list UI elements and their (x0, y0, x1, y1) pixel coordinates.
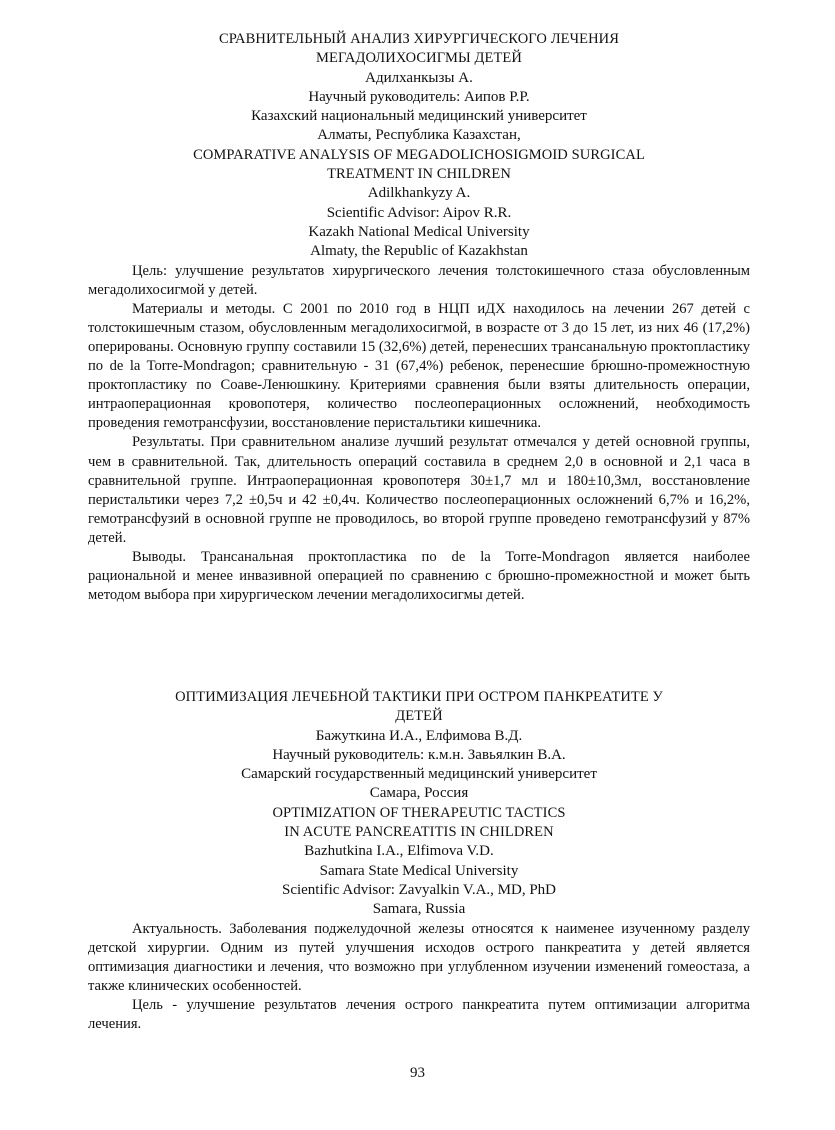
article-2-body (88, 920, 750, 1035)
article-1-conclusions-paragraph: Выводы. Трансанальная проктопластика по de la Torre-Mondragon является наиболее рациональной и менее инвазивной операцией по сравнению с брюшно-промежностной и может быть методом выбора при хирургическом лечении мегадолихосигмы детей. (88, 548, 750, 604)
article-2-aim-paragraph: Цель - улучшение результатов лечения острого панкреатита путем оптимизации алгоритма лечения. (88, 996, 750, 1033)
article-1-university-en: Kazakh National Medical University (308, 223, 530, 240)
article-2-title-en-line-1: OPTIMIZATION OF THERAPEUTIC TACTICS (272, 804, 566, 821)
article-2-authors-ru: Бажуткина И.А., Елфимова В.Д. (315, 727, 523, 744)
article-2-advisor-ru: Научный руководитель: к.м.н. Завьялкин В.А. (272, 746, 566, 763)
article-2-location-en: Samara, Russia (372, 901, 466, 918)
article-1-aim-paragraph: Цель: улучшение результатов хирургического лечения толстокишечного стаза обусловленным мегадолихосигмой у детей. (88, 262, 750, 298)
article-2-title-ru-line-2: ДЕТЕЙ (395, 708, 443, 725)
article-1-advisor-en: Scientific Advisor: Aipov R.R. (326, 204, 512, 221)
article-1 (88, 30, 750, 605)
article-2-advisor-en: Scientific Advisor: Zavyalkin V.A., MD, PhD (281, 881, 557, 898)
article-1-results-paragraph: Результаты. При сравнительном анализе лучший результат отмечался у детей основной группы, чем в сравнительной. Так, длительность операций составила в среднем 2,0 в основной и 2,1 часа в сравнительной группе. Интраоперационная кровопотеря 30±1,7 мл и 180±10,3мл, восстановление перистальтики через 7,2 ±0,5ч и 42 ±0,4ч. Количество послеоперационных осложнений 6,7% и 16,2%, гемотрансфузий в основной группе не проводилось, во второй группе проведено гемотрансфузий у 87% детей. (88, 434, 750, 546)
article-1-advisor-ru: Научный руководитель: Аипов Р.Р. (308, 88, 530, 105)
article-1-header (88, 30, 750, 262)
article-1-title-en-line-2: TREATMENT IN CHILDREN (327, 166, 511, 183)
article-2-title-en-line-2: IN ACUTE PANCREATITIS IN CHILDREN (284, 824, 554, 841)
page-number: 93 (410, 1065, 425, 1081)
article-2-title-ru-line-1: ОПТИМИЗАЦИЯ ЛЕЧЕБНОЙ ТАКТИКИ ПРИ ОСТРОМ ПАНКРЕАТИТЕ У (175, 689, 663, 705)
article-2-location-ru: Самара, Россия (369, 785, 469, 802)
article-2-header (88, 688, 750, 920)
article-1-body (88, 262, 750, 606)
article-1-university-ru: Казахский национальный медицинский университет (251, 108, 587, 125)
article-2-authors-en: Bazhutkina I.A., Elfimova V.D. (304, 843, 494, 860)
article-2-university-ru: Самарский государственный медицинский университет (241, 766, 597, 783)
article-1-location-ru: Алматы, Республика Казахстан, (317, 127, 521, 144)
article-1-methods-paragraph: Материалы и методы. С 2001 по 2010 год в НЦП иДХ находилось на лечении 267 детей с толстокишечным стазом, обусловленным мегадолихосигмой, в возрасте от 3 до 15 лет, из них 46 (17,2%) оперированы. Основную группу составили 15 (32,6%) детей, перенесших трансанальную проктопластику по de la Torre-Mondragon; сравнительную - 31 (67,4%) ребенок, перенесшие брюшно-промежностную проктопластику по Соаве-Ленюшкину. Критериями сравнения были взяты длительность операции, интраоперационная кровопотеря, количество послеоперационных осложнений, необходимость проведения гемотрансфузии, восстановление перистальтики кишечника. (88, 300, 750, 432)
article-2-relevance-paragraph: Актуальность. Заболевания поджелудочной железы относятся к наименее изученному разделу детской хирургии. Одним из путей улучшения исходов острого панкреатита у детей является оптимизация диагностики и лечения, что возможно при углубленном изучении изменений гомеостаза, а также клинических особенностей. (88, 920, 750, 994)
article-1-author-en: Adilkhankyzy A. (367, 185, 471, 202)
article-1-title-ru-line-2: МЕГАДОЛИХОСИГМЫ ДЕТЕЙ (316, 50, 522, 67)
article-1-author-ru: Адилханкызы А. (365, 69, 473, 86)
article-2-university-en: Samara State Medical University (319, 862, 519, 879)
article-1-location-en: Almaty, the Republic of Kazakhstan (310, 243, 528, 260)
article-1-title-ru-line-1: СРАВНИТЕЛЬНЫЙ АНАЛИЗ ХИРУРГИЧЕСКОГО ЛЕЧЕНИЯ (218, 31, 620, 47)
article-1-title-en-line-1: COMPARATIVE ANALYSIS OF MEGADOLICHOSIGMOID SURGICAL (193, 146, 645, 163)
article-2 (88, 688, 750, 1034)
